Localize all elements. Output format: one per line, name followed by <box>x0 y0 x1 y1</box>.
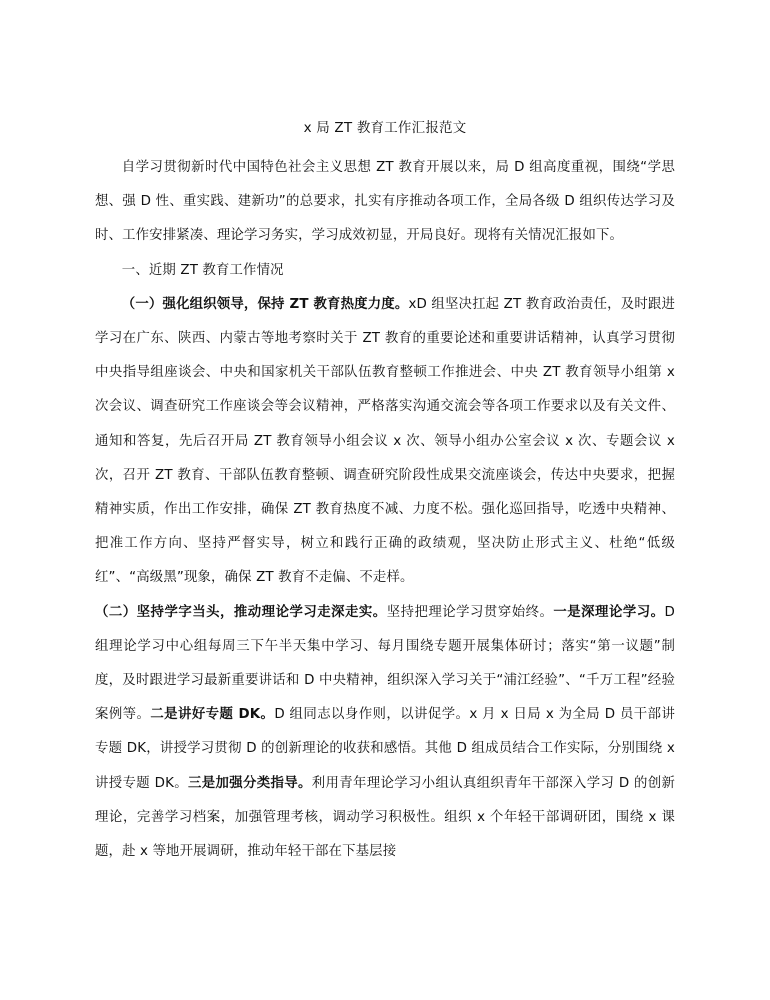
item2-paragraph <box>95 596 675 870</box>
document-title: x 局 ZT 教育工作汇报范文 <box>303 120 467 136</box>
item1-text: xD 组坚决扛起 ZT 教育政治责任，及时跟进学习在广东、陕西、内蒙古等地考察时关于 ZT 教育的重要论述和重要讲话精神，认真学习贯彻中央指导组座谈会、中央和国家机关干部队伍教育整顿工作推进会、中央 ZT 教育领导小组第 x 次会议、调查研究工作座谈会等会议精神，严格落实沟通交流会等各项工作要求以及有关文件、通知和答复，先后召开局 ZT 教育领导小组会议 x 次、领导小组办公室会议 x 次、专题会议 x 次，召开 ZT 教育、干部队伍教育整顿、调查研究阶段性成果交流座谈会，传达中央要求，把握精神实质，作出工作安排，确保 ZT 教育热度不减、力度不松。强化巡回指导，吃透中央精神、把准工作方向、坚持严督实导，树立和践行正确的政绩观，坚决防止形式主义、杜绝“低级红”、“高级黑”现象，确保 ZT 教育不走偏、不走样。 <box>95 296 675 586</box>
item2-part3-text: 利用青年理论学习小组认真组织青年干部深入学习 D 的创新理论，完善学习档案，加强管理考核，调动学习积极性。组织 x 个年轻干部调研团，围绕 x 课题，赴 x 等地开展调研，推动年轻干部在下基层接 <box>95 775 675 860</box>
item2-part1-heading: 一是深理论学习。 <box>553 604 665 620</box>
intro-paragraph: 自学习贯彻新时代中国特色社会主义思想 ZT 教育开展以来，局 D 组高度重视，围绕“学思想、强 D 性、重实践、建新功”的总要求，扎实有序推动各项工作，全局各级 D 组织传达学习及时、工作安排紧凑、理论学习务实，学习成效初显，开局良好。现将有关情况汇报如下。 <box>95 160 675 244</box>
section-heading: 一、近期 ZT 教育工作情况 <box>121 262 284 278</box>
item2-heading: （二）坚持学字当头，推动理论学习走深走实。 <box>95 604 387 620</box>
item2-part1-text: D 组理论学习中心组每周三下午半天集中学习、每月围绕专题开展集体研讨；落实“第一议题”制度，及时跟进学习最新重要讲话和 D 中央精神，组织深入学习关于“浦江经验”、“千万工程”经验案例等。 <box>95 604 675 723</box>
item1-heading: （一）强化组织领导，保持 ZT 教育热度力度。 <box>121 296 409 312</box>
document-body <box>95 151 675 869</box>
item2-lead: 坚持把理论学习贯穿始终。 <box>386 604 554 620</box>
item2-part2-text: D 组同志以身作则，以讲促学。x 月 x 日局 x 为全局 D 员干部讲专题 DK，讲授学习贯彻 D 的创新理论的收获和感悟。其他 D 组成员结合工作实际，分别围绕 x 讲授专题 DK。 <box>95 707 675 791</box>
item2-part3-heading: 三是加强分类指导。 <box>187 775 312 791</box>
item1-paragraph <box>95 288 675 596</box>
item2-part2-heading: 二是讲好专题 DK。 <box>150 707 275 723</box>
